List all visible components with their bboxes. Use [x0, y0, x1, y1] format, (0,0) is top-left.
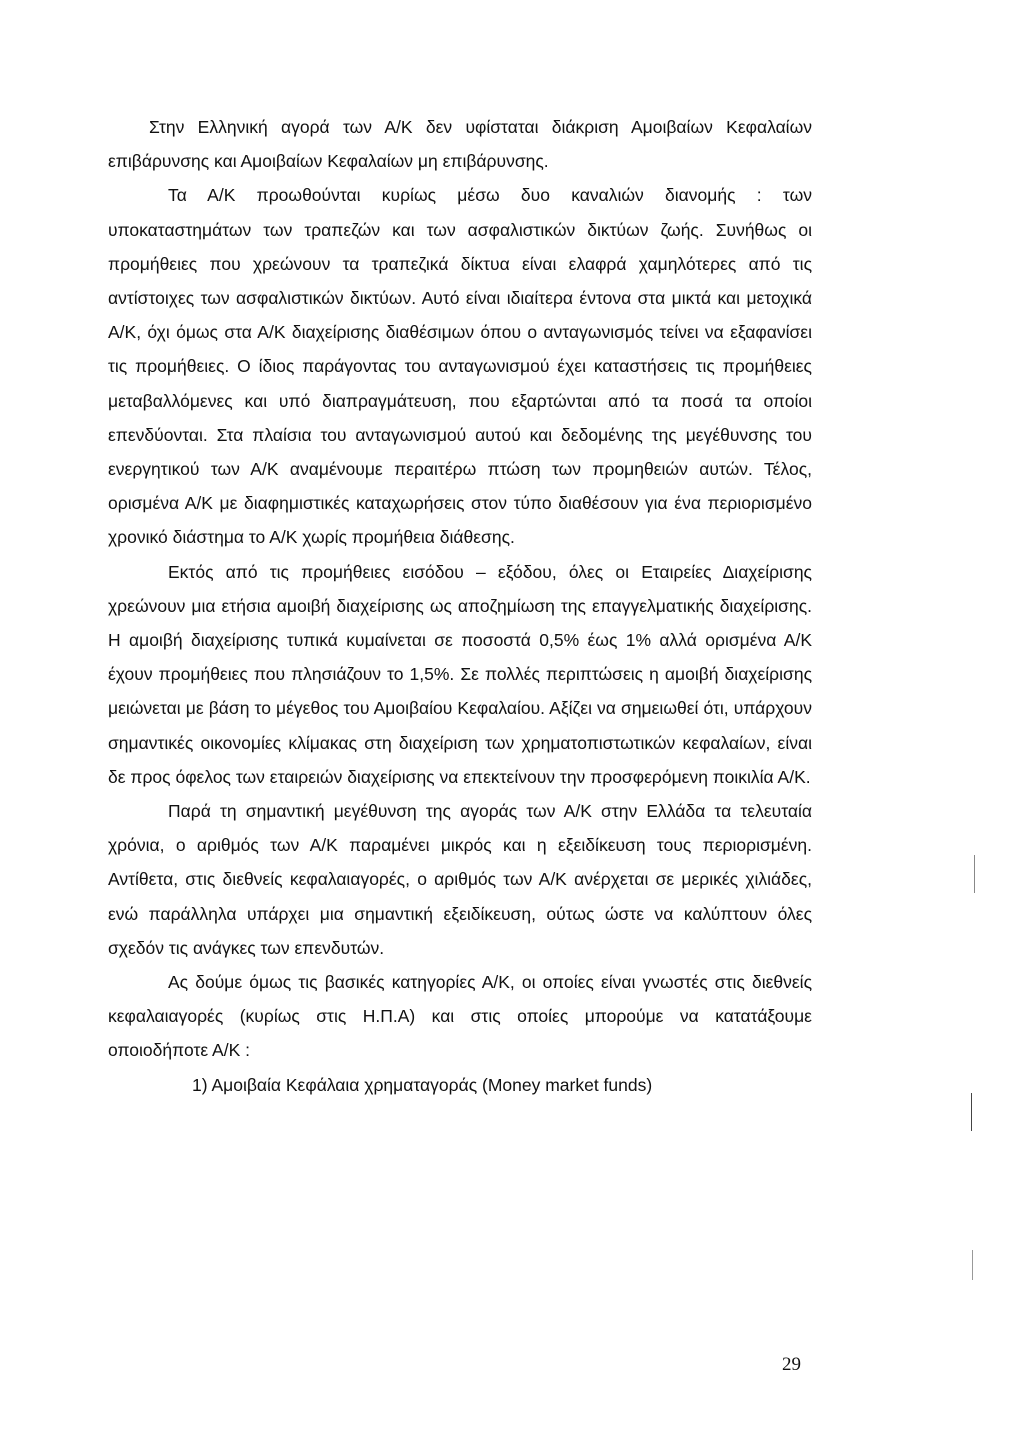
page-number: 29	[782, 1354, 801, 1375]
paragraph: Παρά τη σημαντική μεγέθυνση της αγοράς των Α/Κ στην Ελλάδα τα τελευταία χρόνια, ο αριθμός των Α/Κ παραμένει μικρός και η εξειδίκευση τους περιορισμένη. Αντίθετα, στις διεθνείς κεφαλαιαγορές, ο αριθμός των Α/Κ ανέρχεται σε μερικές χιλιάδες, ενώ παράλληλα υπάρχει μια σημαντική εξειδίκευση, ούτως ώστε να καλύπτουν όλες σχεδόν τις ανάγκες των επενδυτών.	[108, 801, 812, 958]
document-body	[108, 110, 812, 1102]
paragraph: Εκτός από τις προμήθειες εισόδου – εξόδου, όλες οι Εταιρείες Διαχείρισης χρεώνουν μια ετήσια αμοιβή διαχείρισης ως αποζημίωση της επαγγελματικής διαχείρισης. Η αμοιβή διαχείρισης τυπικά κυμαίνεται σε ποσοστά 0,5% έως 1% αλλά ορισμένα Α/Κ έχουν προμήθειες που πλησιάζουν το 1,5%. Σε πολλές περιπτώσεις η αμοιβή διαχείρισης μειώνεται με βάση το μέγεθος του Αμοιβαίου Κεφαλαίου. Αξίζει να σημειωθεί ότι, υπάρχουν σημαντικές οικονομίες κλίμακας στη διαχείριση των χρηματοπιστωτικών κεφαλαίων, είναι δε προς όφελος των εταιρειών διαχείρισης να επεκτείνουν την προσφερόμενη ποικιλία Α/Κ.	[108, 561, 812, 787]
paragraph: Ας δούμε όμως τις βασικές κατηγορίες Α/Κ, οι οποίες είναι γνωστές στις διεθνείς κεφαλαιαγορές (κυρίως στις Η.Π.Α) και στις οποίες μπορούμε να κατατάξουμε οποιοδήποτε Α/Κ :	[108, 972, 812, 1061]
scan-artifact-line	[972, 1250, 973, 1280]
scan-artifact-line	[971, 1093, 972, 1131]
paragraph: Τα Α/Κ προωθούνται κυρίως μέσω δυο καναλιών διανομής : των υποκαταστημάτων των τραπεζών και των ασφαλιστικών δικτύων ζωής. Συνήθως οι προμήθειες που χρεώνουν τα τραπεζικά δίκτυα είναι ελαφρά χαμηλότερες από τις αντίστοιχες των ασφαλιστικών δικτύων. Αυτό είναι ιδιαίτερα έντονα στα μικτά και μετοχικά Α/Κ, όχι όμως στα Α/Κ διαχείρισης διαθέσιμων όπου ο ανταγωνισμός τείνει να εξαφανίσει τις προμήθειες. Ο ίδιος παράγοντας του ανταγωνισμού έχει καταστήσεις τις προμήθειες μεταβαλλόμενες και υπό διαπραγμάτευση, που εξαρτώνται από τα ποσά τα οποίοι επενδύονται. Στα πλαίσια του ανταγωνισμού αυτού και δεδομένης της μεγέθυνσης του ενεργητικού των Α/Κ αναμένουμε περαιτέρω πτώση των προμηθειών αυτών. Τέλος, ορισμένα Α/Κ με διαφημιστικές καταχωρήσεις στον τύπο διαθέσουν για ένα περιορισμένο χρονικό διάστημα το Α/Κ χωρίς προμήθεια διάθεσης.	[108, 185, 812, 548]
list-item: 1) Αμοιβαία Κεφάλαια χρηματαγοράς (Money market funds)	[192, 1074, 653, 1095]
scan-artifact-line	[974, 855, 975, 893]
paragraph: Στην Ελληνική αγορά των Α/Κ δεν υφίσταται διάκριση Αμοιβαίων Κεφαλαίων επιβάρυνσης και Αμοιβαίων Κεφαλαίων μη επιβάρυνσης.	[108, 117, 812, 172]
